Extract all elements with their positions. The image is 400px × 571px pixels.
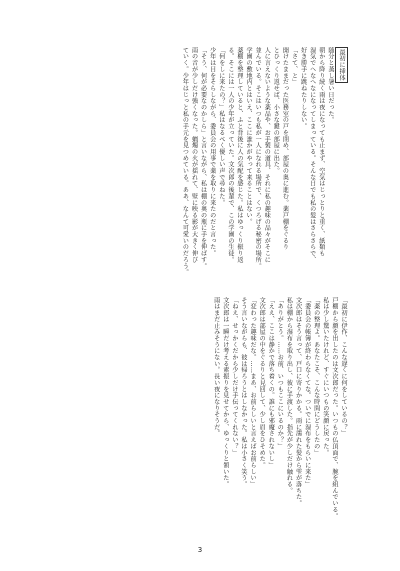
page-number: 3	[197, 546, 203, 554]
text-line: 「最初に伊作、こんな遅くに何をしているの？」	[340, 297, 347, 437]
upper-columns	[180, 47, 335, 279]
text-line: 朝から降り続く雨は夜になっても止まず、空気はじっとりと重く、紙類も	[317, 47, 325, 257]
text-line: 文次郎はそう言って、戸口に寄りかかる。雨に濡れた髪から雫が落ちた。	[294, 297, 302, 507]
text-line: 並んでいる。そこはいつも私が一人になれる場所で、くつろげる秘密の場所。	[254, 47, 262, 270]
text-line: 戸棚から顔を出したのは文次郎だった。いつもの仏頂面で、腕を組んでいる。	[330, 297, 338, 520]
text-line: ていく。少年はじっと私の手元を見つめている。ああ、なんて可愛いのだろう。	[181, 47, 189, 276]
text-line: 「変わった趣味だな。……まあ、お前らしいと言えばお前らしい」	[249, 297, 257, 488]
text-line: 「ええ、ここは静かで落ち着くの。誰にも邪魔されないし」	[267, 297, 275, 469]
text-line: 薬棚を整理していると、ふと背後に人の気配を感じた。私はゆっくり振り返	[235, 47, 243, 263]
text-line: 「何をしに来たの？」私はなるべく優しい声で尋ねた。	[217, 47, 225, 206]
text-line: 文次郎は一瞬だけ考える素振りを見せてから、ゆっくりと頷いた。	[221, 297, 229, 488]
lower-text-block	[52, 297, 348, 533]
text-line: 雨の音が少しだけ強くなった。蝋燭の火が揺れて、壁に映る影が大きく伸び	[190, 47, 198, 263]
text-line: 湿気でへなへなになってしまっている。そんな日でも私の髪はさらさらで、	[308, 47, 316, 263]
text-line: とひっくり返せば、小さな鍵の部屋に出た。	[272, 47, 280, 174]
text-line: 「さて、と」	[290, 47, 298, 86]
upper-text-block	[52, 47, 348, 279]
text-line: 学園の敷地内とはいえ、ここに誰かがやって来ることはない。	[245, 47, 253, 225]
text-line: 好き勝手に跳ねたりしない。	[299, 47, 307, 130]
lower-columns	[212, 297, 348, 533]
text-line: 少年は目をそらしながら、委員会の用事で薬を取りに来たのだと言った。	[208, 47, 216, 257]
text-line: 「ねえ、せっかくだから少しだけ手伝ってくれない？」	[230, 297, 238, 456]
text-line: そう言いながらも、彼は帰ろうとはしなかった。私は小さく笑う。	[239, 297, 247, 488]
text-line: 人に言えないような薬品や、お手製の道具、それに私の趣味の品々がそこに	[263, 47, 271, 263]
text-line: 「委員会の帳簿が終わらなくてな。ついでに湿布をもらいに来た」	[303, 297, 311, 488]
text-line: 「薬の整理よ。あなたこそ、こんな時間にどうしたの」	[312, 297, 320, 456]
text-line: 私は少し驚いたけれど、すぐにいつもの笑顔に戻った。	[321, 297, 329, 456]
text-line: 開けたままだった医務室の戸を閉め、部屋の奥に進む。薬戸棚をぐるり	[281, 47, 289, 251]
text-line: 「そう、何が必要なのかしら」と言いながら、私は棚の奥の瓶に手を伸ばす。	[199, 47, 207, 270]
section-heading: 最初に挿体	[335, 47, 348, 83]
text-line: 私は棚から湿布を取り出し、彼に手渡した。指先が少しだけ触れる。	[285, 297, 293, 494]
text-line: る。そこには一人の少年が立っていた。文次郎の後輩で、この学園の生徒。	[226, 47, 234, 263]
text-line: 「ありがとう。……お前、いつもここにいるのか？」	[276, 297, 284, 450]
text-line: 雨はまだ止みそうにない。長い夜になりそうだ。	[212, 297, 220, 437]
text-line: 随分と蒸し暑い日だった。	[326, 47, 334, 124]
text-line: 文次郎は部屋の中をぐるりと見回して、少し眉をひそめた。	[258, 297, 266, 469]
